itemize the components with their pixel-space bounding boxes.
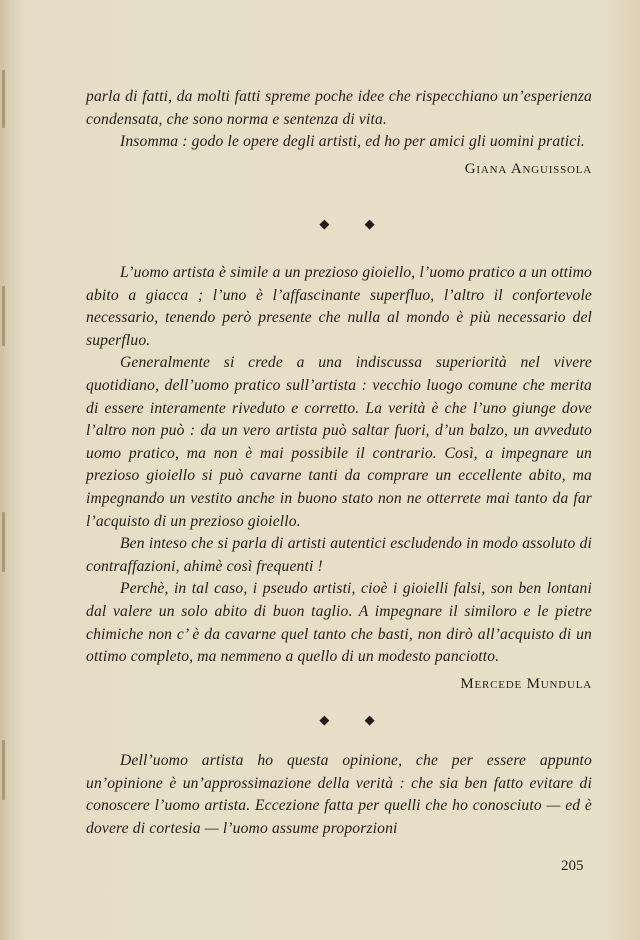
section-mundula (86, 262, 592, 695)
section-divider-ornament: ◆ ◆ (319, 712, 391, 727)
paragraph: Perchè, in tal caso, i pseudo artisti, cioè i gioielli falsi, son ben lontani dal valere un solo abito di buon taglio. A impegnare il similoro e le pietre chimiche non c’ è da cavarne quel tanto che basti, non dirò all’acquisto di un ottimo completo, ma nemmeno a quello di un modesto panciotto. (86, 580, 592, 666)
paragraph: L’uomo artista è simile a un prezioso gioiello, l’uomo pratico a un ottimo abito a giacca ; l’uno è l’affascinante superfluo, l’altro il confortevole necessario, tenendo però presente che nulla al mondo è più necessario del superfluo. (86, 264, 592, 349)
section-divider-ornament: ◆ ◆ (319, 216, 391, 231)
paragraph: Generalmente si crede a una indiscussa superiorità nel vivere quotidiano, dell’uomo pratico sull’artista : vecchio luogo comune che merita di essere interamente riveduto e corretto. La verità è che l’uno giunge dove l’altro non può : da un vero artista può saltar fuori, d’un balzo, un avveduto uomo pratico, ma non è mai possibile il contrario. Così, a impegnare un prezioso gioiello si può cavarne tanti da comprare un eccellente abito, ma impegnando un vestito anche in buono stato non ne otterrete mai tanto da far l’acquisto di un prezioso gioiello. (86, 354, 592, 530)
section-anguissola (86, 86, 592, 180)
paragraph: parla di fatti, da molti fatti spreme poche idee che rispecchiano un’esperienza condensata, che sono norma e sentenza di vita. (86, 88, 592, 128)
author-signature: Mercede Mundula (460, 675, 592, 692)
author-signature: Giana Anguissola (464, 160, 592, 177)
paragraph: Ben inteso che si parla di artisti autentici escludendo in modo assoluto di contraffazioni, ahimè così frequenti ! (86, 535, 592, 575)
binding-thread-mark (2, 70, 5, 128)
paragraph: Insomma : godo le opere degli artisti, ed ho per amici gli uomini pratici. (120, 133, 585, 151)
binding-thread-mark (2, 740, 5, 800)
paragraph: Dell’uomo artista ho questa opinione, che per essere appunto un’opinione è un’approssimazione della verità : che sia ben fatto evitare di conoscere l’uomo artista. Eccezione fatta per quelli che ho conosciuto — ed è dovere di cortesia — l’uomo assume proporzioni (86, 752, 592, 837)
binding-thread-mark (2, 286, 5, 346)
section-third (86, 750, 592, 840)
binding-thread-mark (2, 512, 5, 572)
page-number: 205 (561, 858, 584, 874)
